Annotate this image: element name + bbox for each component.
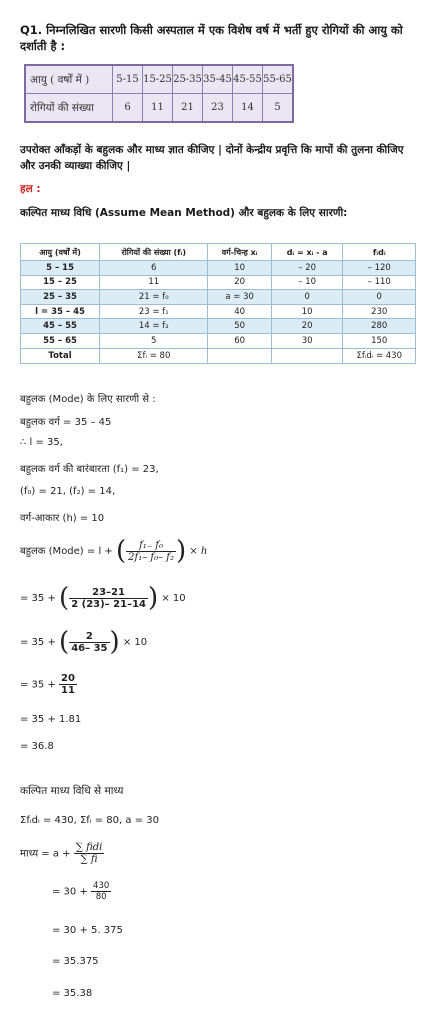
mean-step-3: = 35.375 [52, 956, 99, 967]
mark-cell: 20 [208, 275, 271, 290]
freq-cell: 21 = f₀ [100, 290, 208, 305]
total-label: Total [21, 348, 100, 363]
age-cell: 25-35 [173, 65, 203, 94]
assumed-mean-table [20, 243, 416, 364]
f0-f2-values: (f₀) = 21, (f₂) = 14, [20, 486, 116, 497]
modal-class: बहुलक वर्ग = 35 – 45 [20, 417, 112, 428]
class-cell: 45 – 55 [21, 319, 100, 334]
question-text: Q1. निम्नलिखित सारणी किसी अस्पताल में एक विशेष वर्ष में भर्ती हुए रोगियों की आयु को दर्शाती है : [20, 23, 403, 53]
fd-cell: 0 [343, 290, 416, 305]
dev-cell: 10 [271, 304, 343, 319]
mark-cell: 10 [208, 261, 271, 276]
row-header: आयु ( वर्षों में ) [25, 65, 113, 94]
age-cell: 45-55 [233, 65, 263, 94]
mean-step-1: = 30 + $\frac{430}{80}$ [52, 881, 110, 902]
dev-cell: – 20 [271, 261, 343, 276]
fd-cell: 230 [343, 304, 416, 319]
freq-cell: 23 = f₁ [100, 304, 208, 319]
instruction-text: उपरोक्त आँकड़ों के बहुलक और माध्य ज्ञात कीजिए | दोनों केन्द्रीय प्रवृत्ति कि मापों की तुलना कीजिए और उनकी व्याख्या कीजिए | [20, 144, 404, 172]
mean-denominator: ∑ fi [80, 854, 98, 865]
age-cell: 5-15 [113, 65, 143, 94]
mark-cell: 50 [208, 319, 271, 334]
solution-label: हल : [20, 183, 41, 195]
age-cell: 35-45 [203, 65, 233, 94]
dev-cell: 0 [271, 290, 343, 305]
mode-step-4: = 35 + 1.81 [20, 714, 82, 725]
table-row [25, 65, 293, 94]
mean-heading: कल्पित माध्य विधि से माध्य [20, 785, 124, 797]
f1-value: बहुलक वर्ग की बारंबारता (f₁) = 23, [20, 464, 159, 475]
method-heading: कल्पित माध्य विधि (Assume Mean Method) और बहुलक के लिए सारणी: [20, 207, 348, 219]
freq-cell: 6 [100, 261, 208, 276]
mode-intro: बहुलक (Mode) के लिए सारणी से : [20, 394, 156, 405]
table-row [25, 94, 293, 123]
table-row [21, 304, 416, 319]
patients-cell: 11 [143, 94, 173, 123]
dev-cell: 20 [271, 319, 343, 334]
mark-cell: 40 [208, 304, 271, 319]
age-patients-table [24, 64, 294, 123]
table-total-row [21, 348, 416, 363]
mean-given: Σfᵢdᵢ = 430, Σfᵢ = 80, a = 30 [20, 815, 159, 826]
patients-cell: 14 [233, 94, 263, 123]
freq-cell: 11 [100, 275, 208, 290]
class-cell: 25 – 35 [21, 290, 100, 305]
patients-cell: 23 [203, 94, 233, 123]
patients-cell: 5 [263, 94, 294, 123]
age-cell: 15-25 [143, 65, 173, 94]
mode-step-2: = 35 + ( $\frac{2}{46- 35}$ ) × 10 [20, 627, 148, 657]
class-cell: 55 – 65 [21, 333, 100, 348]
mode-step-1: = 35 + ( $\frac{23-21}{2 (23)- 21-14}$ ) × 10 [20, 583, 186, 613]
mean-formula: माध्य = a + $\frac{\text{∑ fidi}}{\sum fi}$ [20, 842, 103, 865]
column-header: वर्ग-चिन्ह xᵢ [208, 244, 271, 261]
table-row [21, 333, 416, 348]
dev-cell: – 10 [271, 275, 343, 290]
class-cell: 15 – 25 [21, 275, 100, 290]
formula-numerator: f₁₋ f₀ [126, 540, 176, 552]
column-header: आयु (वर्षों में) [21, 244, 100, 261]
freq-cell: 14 = f₂ [100, 319, 208, 334]
table-row [21, 275, 416, 290]
class-cell: l = 35 – 45 [21, 304, 100, 319]
empty-cell [208, 348, 271, 363]
mark-cell: 60 [208, 333, 271, 348]
mode-formula: बहुलक (Mode) = l + ( $\frac{\text{f₁₋ f₀}}{\text{2f₁– f₀– f₂}}$ ) × h [20, 536, 208, 566]
fd-cell: 150 [343, 333, 416, 348]
mode-result: = 36.8 [20, 741, 54, 752]
column-header: dᵢ = xᵢ - a [271, 244, 343, 261]
row-header: रोगियों की संख्या [25, 94, 113, 123]
patients-cell: 21 [173, 94, 203, 123]
formula-lhs: बहुलक (Mode) = l + [20, 546, 113, 557]
table-row [21, 290, 416, 305]
empty-cell [271, 348, 343, 363]
total-fd: Σfᵢdᵢ = 430 [343, 348, 416, 363]
formula-tail: × h [189, 546, 208, 557]
fd-cell: – 110 [343, 275, 416, 290]
l-value: ∴ l = 35, [20, 437, 63, 448]
dev-cell: 30 [271, 333, 343, 348]
mean-numerator: ∑ fidi [75, 842, 103, 853]
total-freq: Σfᵢ = 80 [100, 348, 208, 363]
formula-denominator: 2f₁– f₀– f₂ [128, 551, 174, 563]
h-value: वर्ग-आकार (h) = 10 [20, 513, 105, 524]
age-cell: 55-65 [263, 65, 294, 94]
mean-step-2: = 30 + 5. 375 [52, 925, 123, 936]
fd-cell: 280 [343, 319, 416, 334]
mark-cell: a = 30 [208, 290, 271, 305]
fd-cell: – 120 [343, 261, 416, 276]
column-header: fᵢdᵢ [343, 244, 416, 261]
table-row [21, 319, 416, 334]
class-cell: 5 – 15 [21, 261, 100, 276]
table-row [21, 261, 416, 276]
mode-step-3: = 35 + $\frac{20}{11}$ [20, 673, 75, 696]
table-header-row [21, 244, 416, 261]
column-header: रोगियों की संख्या (fᵢ) [100, 244, 208, 261]
patients-cell: 6 [113, 94, 143, 123]
mean-result: = 35.38 [52, 988, 93, 999]
freq-cell: 5 [100, 333, 208, 348]
